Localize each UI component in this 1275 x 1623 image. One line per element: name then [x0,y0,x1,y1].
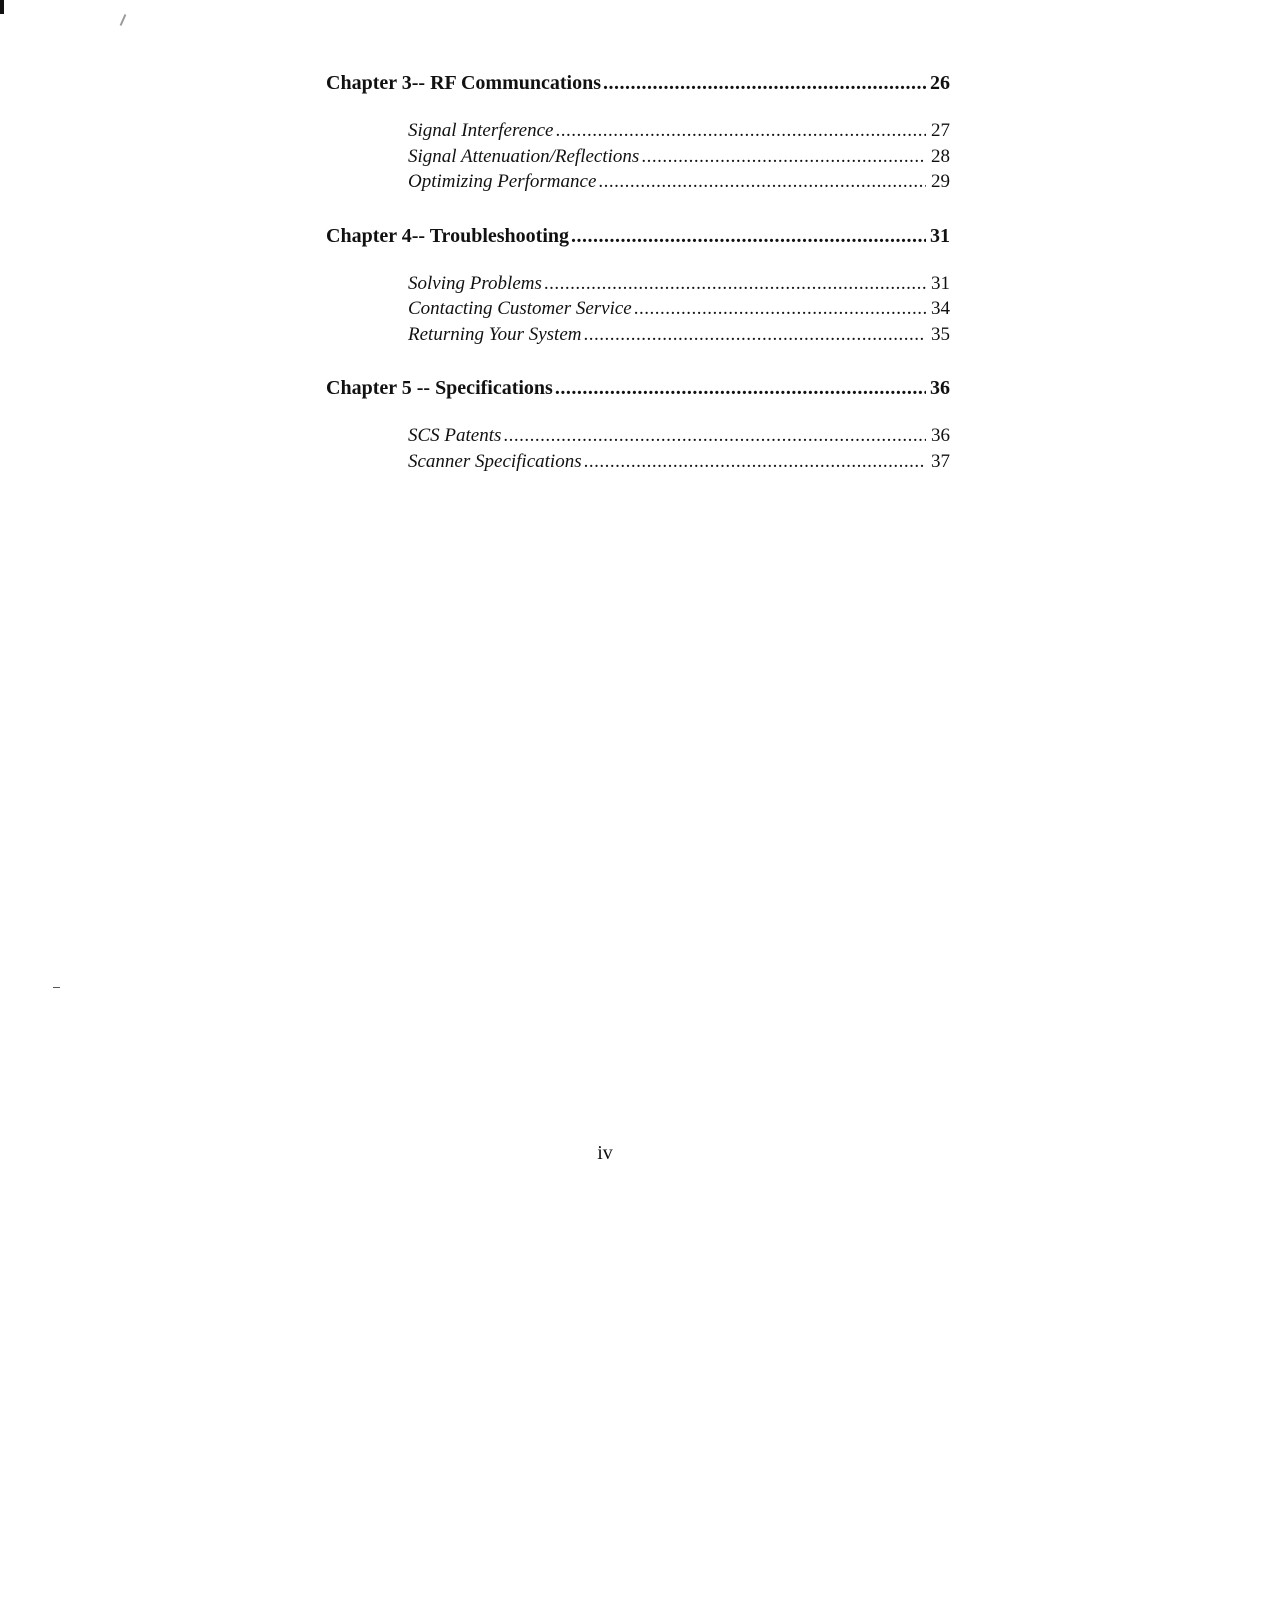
toc-entry [408,449,950,475]
toc-leader-dots [555,118,926,144]
toc-leader-dots [571,223,926,249]
toc-entry-title: Optimizing Performance [408,171,597,192]
toc-entry-title: Returning Your System [408,323,582,345]
toc-leader-dots [584,449,926,475]
page-number: iv [597,1142,613,1164]
toc-entry-page: 27 [931,120,950,141]
toc-chapter-title: Chapter 3-- RF Communcations [326,72,601,94]
toc-leader-dots [603,70,926,96]
toc-entry-page: 31 [931,272,950,294]
toc-entry [408,271,950,297]
toc-chapter-page: 36 [930,377,950,399]
toc-chapter-5 [326,375,950,474]
toc-chapter-3 [326,70,950,195]
toc-entry-page: 29 [931,171,950,192]
toc-entry-title: SCS Patents [408,425,502,446]
scan-edge-mark [0,0,4,14]
toc-entry [408,322,950,348]
toc-entry [408,296,950,322]
toc-entry-title: Signal Attenuation/Reflections [408,145,640,167]
table-of-contents [326,70,950,502]
toc-chapter-heading [326,375,950,401]
scan-stray-mark [120,14,127,26]
toc-entry-page: 34 [931,298,950,319]
toc-entry-page: 35 [931,323,950,345]
toc-entry [408,423,950,449]
toc-leader-dots [544,271,926,297]
toc-entry [408,118,950,144]
toc-chapter-heading [326,223,950,249]
toc-entry-title: Contacting Customer Service [408,298,632,319]
toc-entry-page: 36 [931,425,950,446]
toc-leader-dots [583,322,926,348]
toc-entry-title: Solving Problems [408,272,542,294]
toc-entry-page: 37 [931,450,950,472]
toc-entry [408,169,950,195]
toc-entry [408,144,950,170]
toc-leader-dots [634,296,926,322]
toc-entry-page: 28 [931,145,950,167]
toc-entry-title: Signal Interference [408,120,554,141]
toc-chapter-page: 31 [930,224,950,247]
toc-leader-dots [555,375,926,401]
toc-chapter-page: 26 [930,72,950,94]
toc-chapter-4 [326,223,950,348]
scan-side-dash [53,987,60,988]
toc-leader-dots [503,423,926,449]
toc-chapter-heading [326,70,950,96]
toc-chapter-title: Chapter 5 -- Specifications [326,377,553,399]
toc-leader-dots [641,144,926,170]
toc-entry-title: Scanner Specifications [408,450,582,472]
toc-chapter-title: Chapter 4-- Troubleshooting [326,224,569,247]
toc-leader-dots [598,169,926,195]
